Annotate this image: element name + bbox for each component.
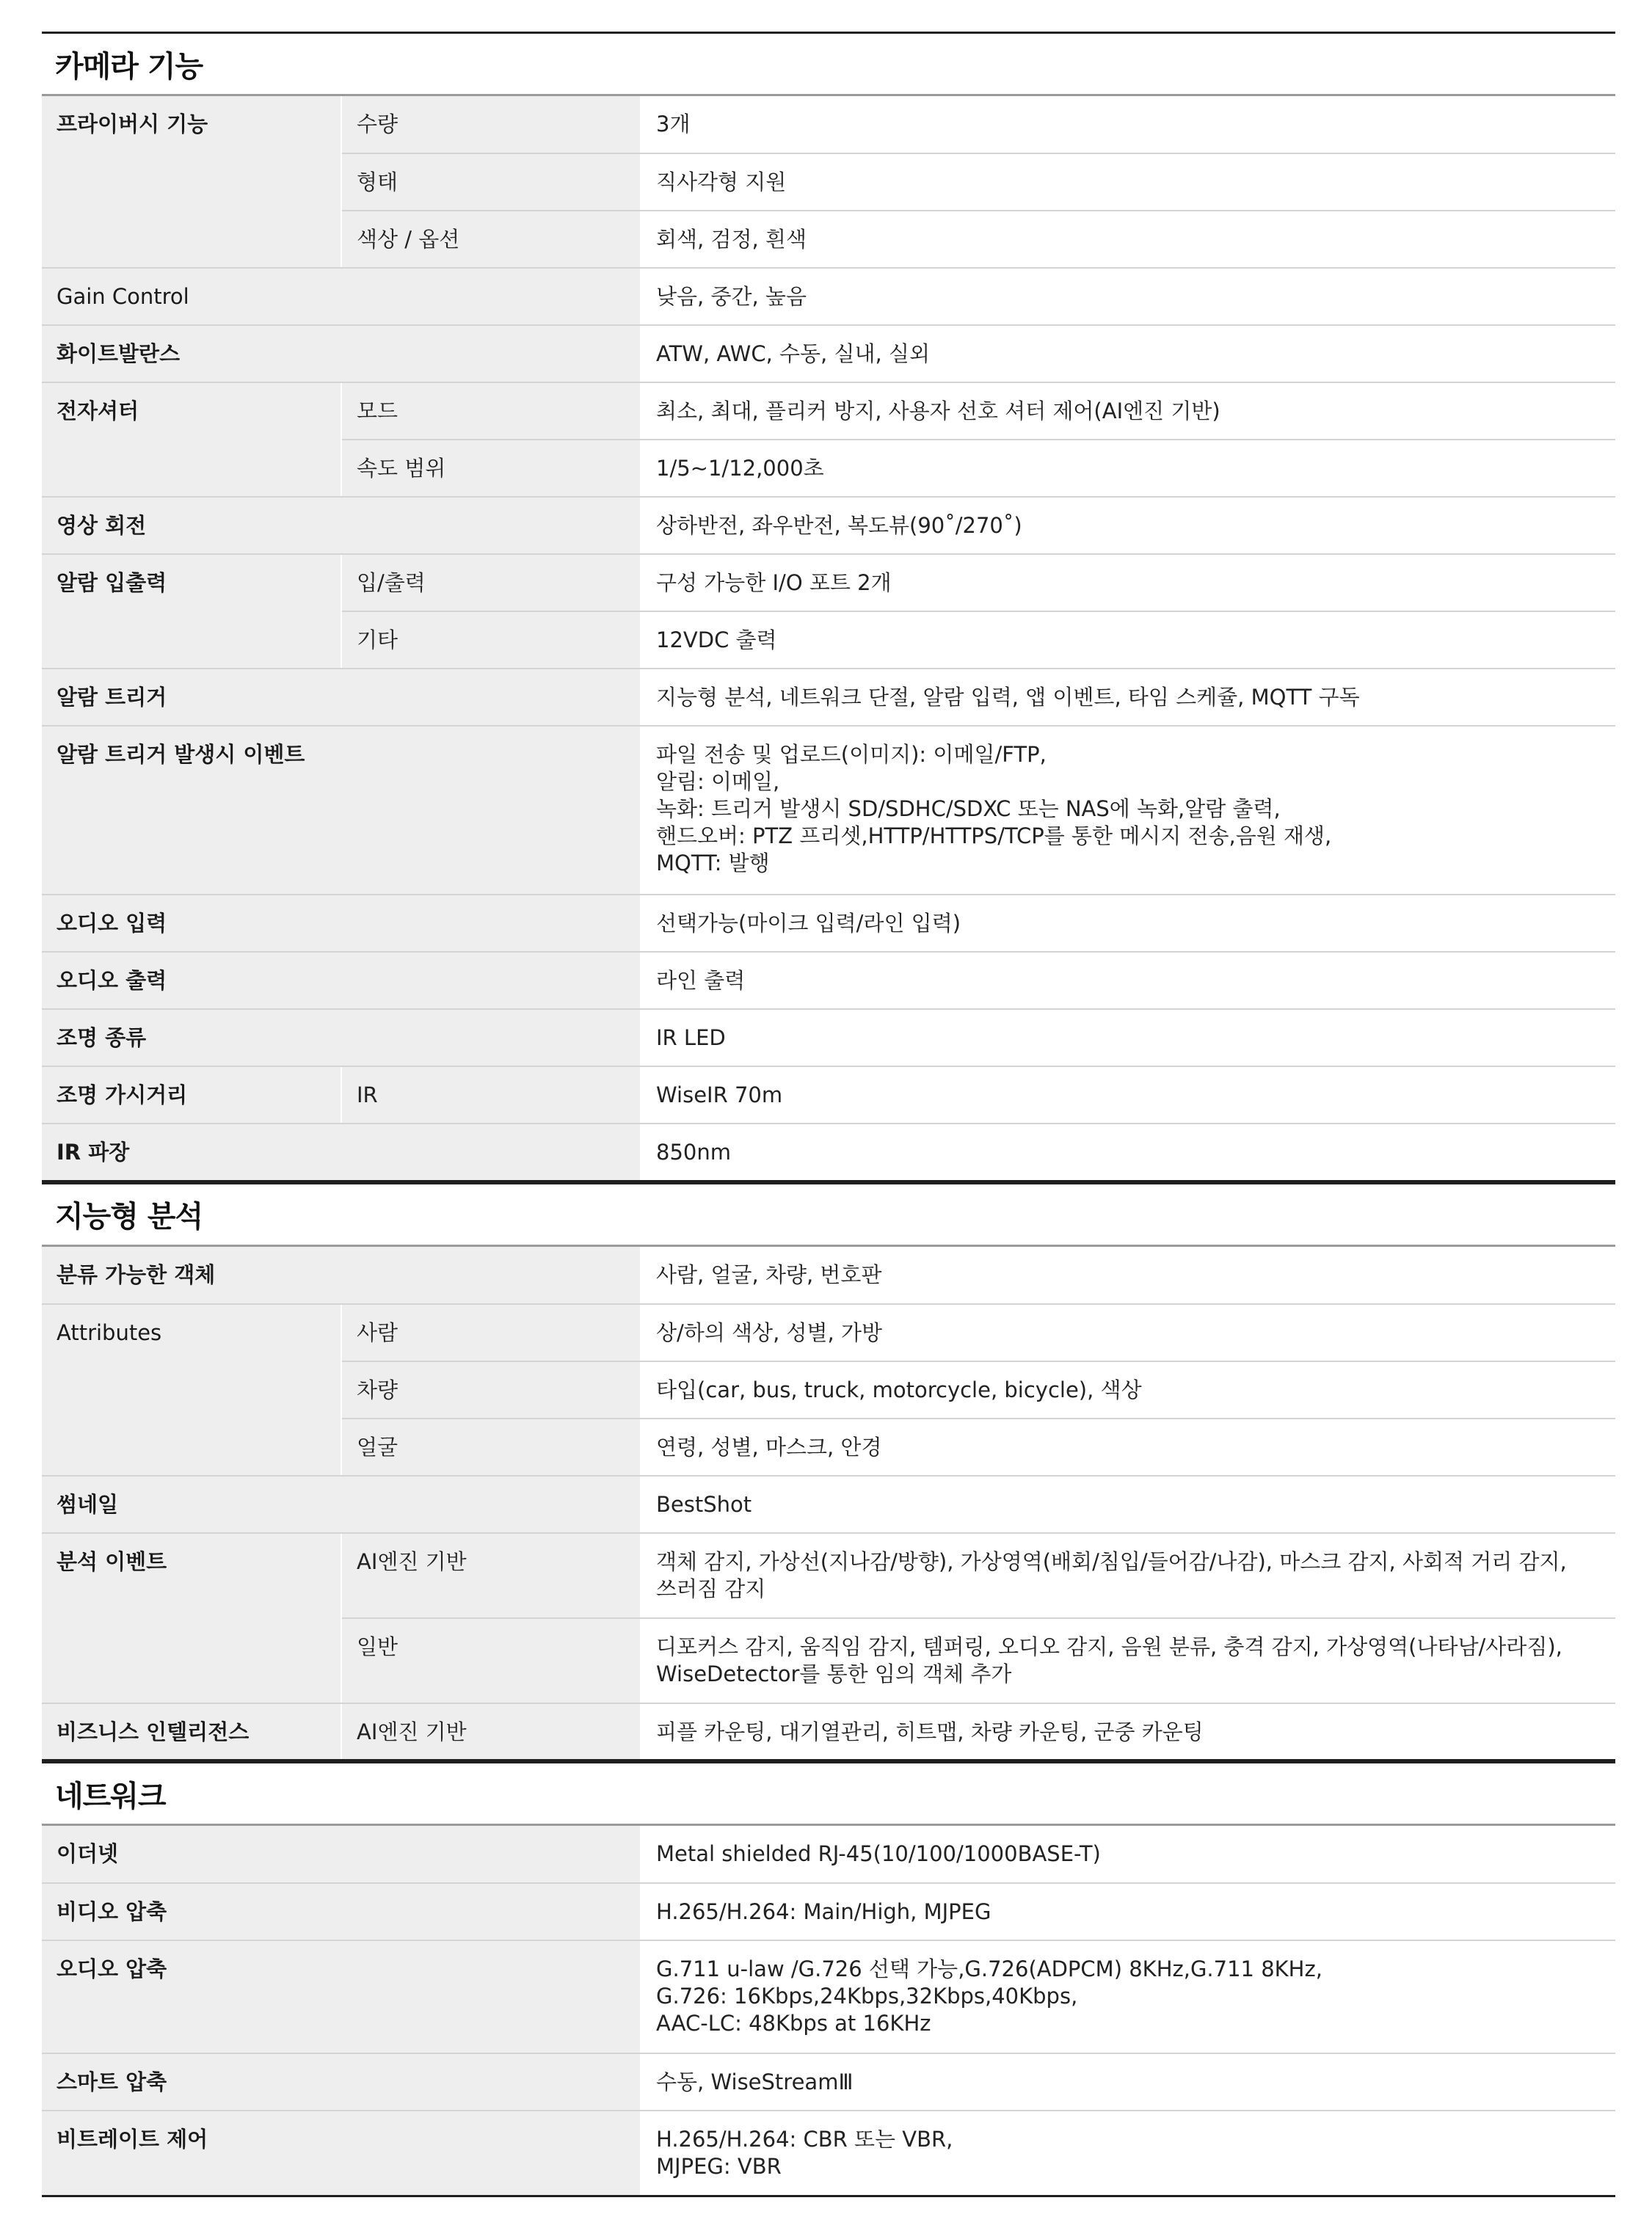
- row-value: 선택가능(마이크 입력/라인 입력): [641, 895, 1615, 952]
- table-row: [42, 1066, 1615, 1124]
- row-sublabel: 사람: [341, 1304, 641, 1361]
- row-value: BestShot: [641, 1476, 1615, 1533]
- row-label: 영상 회전: [42, 497, 641, 554]
- row-label: Attributes: [42, 1304, 341, 1476]
- table-row: [42, 1703, 1615, 1761]
- row-value: 사람, 얼굴, 차량, 번호판: [641, 1247, 1615, 1304]
- table-row: [42, 554, 1615, 611]
- table-row: [42, 726, 1615, 895]
- table-row: [42, 1476, 1615, 1533]
- row-label: 비즈니스 인텔리전스: [42, 1703, 341, 1761]
- row-sublabel: 모드: [341, 382, 641, 440]
- section-title-camera: 카메라 기능: [42, 32, 1615, 96]
- table-row: [42, 382, 1615, 440]
- row-label: 비트레이트 제어: [42, 2111, 641, 2196]
- row-label: 프라이버시 기능: [42, 96, 341, 268]
- row-value: H.265/H.264: CBR 또는 VBR, MJPEG: VBR: [641, 2111, 1615, 2196]
- row-sublabel: IR: [341, 1066, 641, 1124]
- row-value: 상/하의 색상, 성별, 가방: [641, 1304, 1615, 1361]
- row-value: 1/5~1/12,000초: [641, 440, 1615, 497]
- table-row: [42, 1304, 1615, 1361]
- row-value: 최소, 최대, 플리커 방지, 사용자 선호 셔터 제어(AI엔진 기반): [641, 382, 1615, 440]
- table-row: [42, 2111, 1615, 2196]
- row-sublabel: 속도 범위: [341, 440, 641, 497]
- row-label: 알람 트리거 발생시 이벤트: [42, 726, 641, 895]
- table-row: [42, 952, 1615, 1009]
- row-value: 연령, 성별, 마스크, 안경: [641, 1419, 1615, 1476]
- row-label: 분석 이벤트: [42, 1533, 341, 1703]
- table-row: [42, 325, 1615, 382]
- row-label: 알람 입출력: [42, 554, 341, 669]
- table-row: [42, 2053, 1615, 2111]
- row-value: 타입(car, bus, truck, motorcycle, bicycle), 색상: [641, 1361, 1615, 1419]
- row-label: 썸네일: [42, 1476, 641, 1533]
- table-row: [42, 1247, 1615, 1304]
- row-label: IR 파장: [42, 1124, 641, 1181]
- row-value: 회색, 검정, 흰색: [641, 211, 1615, 268]
- row-label: 스마트 압축: [42, 2053, 641, 2111]
- row-sublabel: 기타: [341, 611, 641, 669]
- table-row: [42, 1826, 1615, 1883]
- row-value: 수동, WiseStreamⅢ: [641, 2053, 1615, 2111]
- row-label: 조명 가시거리: [42, 1066, 341, 1124]
- table-row: [42, 497, 1615, 554]
- row-sublabel: AI엔진 기반: [341, 1703, 641, 1761]
- row-value: 직사각형 지원: [641, 153, 1615, 211]
- row-value: H.265/H.264: Main/High, MJPEG: [641, 1883, 1615, 1940]
- table-row: [42, 1533, 1615, 1618]
- row-sublabel: 형태: [341, 153, 641, 211]
- spec-sheet: [42, 32, 1615, 2197]
- table-row: [42, 1883, 1615, 1940]
- row-value: 파일 전송 및 업로드(이미지): 이메일/FTP, 알림: 이메일, 녹화: 트리거 발생시 SD/SDHC/SDXC 또는 NAS에 녹화,알람 출력, 핸드오버: PTZ 프리셋,HTTP/HTTPS/TCP를 통한 메시지 전송,음원 재생, MQTT: 발행: [641, 726, 1615, 895]
- row-label: 이더넷: [42, 1826, 641, 1883]
- row-label: 조명 종류: [42, 1009, 641, 1066]
- row-value: 낮음, 중간, 높음: [641, 268, 1615, 325]
- table-row: [42, 1124, 1615, 1181]
- row-sublabel: 색상 / 옵션: [341, 211, 641, 268]
- row-value: Metal shielded RJ-45(10/100/1000BASE-T): [641, 1826, 1615, 1883]
- row-value: IR LED: [641, 1009, 1615, 1066]
- row-label: 전자셔터: [42, 382, 341, 497]
- table-row: [42, 669, 1615, 726]
- row-label: 비디오 압축: [42, 1883, 641, 1940]
- row-value: 상하반전, 좌우반전, 복도뷰(90˚/270˚): [641, 497, 1615, 554]
- row-label: 알람 트리거: [42, 669, 641, 726]
- section-title-analytics: 지능형 분석: [42, 1182, 1615, 1247]
- row-label: 오디오 압축: [42, 1940, 641, 2053]
- camera-spec-table: [42, 96, 1615, 1182]
- row-sublabel: 입/출력: [341, 554, 641, 611]
- table-row: [42, 1009, 1615, 1066]
- row-value: 구성 가능한 I/O 포트 2개: [641, 554, 1615, 611]
- row-sublabel: AI엔진 기반: [341, 1533, 641, 1618]
- table-row: [42, 268, 1615, 325]
- row-value: 객체 감지, 가상선(지나감/방향), 가상영역(배회/침입/들어감/나감), 마스크 감지, 사회적 거리 감지, 쓰러짐 감지: [641, 1533, 1615, 1618]
- row-value: 3개: [641, 96, 1615, 153]
- table-row: [42, 895, 1615, 952]
- row-sublabel: 수량: [341, 96, 641, 153]
- row-value: 디포커스 감지, 움직임 감지, 템퍼링, 오디오 감지, 음원 분류, 충격 감지, 가상영역(나타남/사라짐), WiseDetector를 통한 임의 객체 추가: [641, 1618, 1615, 1703]
- table-row: [42, 1940, 1615, 2053]
- row-value: ATW, AWC, 수동, 실내, 실외: [641, 325, 1615, 382]
- row-value: WiseIR 70m: [641, 1066, 1615, 1124]
- row-value: 피플 카운팅, 대기열관리, 히트맵, 차량 카운팅, 군중 카운팅: [641, 1703, 1615, 1761]
- row-value: 12VDC 출력: [641, 611, 1615, 669]
- row-value: 850nm: [641, 1124, 1615, 1181]
- row-sublabel: 일반: [341, 1618, 641, 1703]
- analytics-spec-table: [42, 1247, 1615, 1762]
- row-value: G.711 u-law /G.726 선택 가능,G.726(ADPCM) 8KHz,G.711 8KHz, G.726: 16Kbps,24Kbps,32Kbps,40Kbps, AAC-LC: 48Kbps at 16KHz: [641, 1940, 1615, 2053]
- row-label: 분류 가능한 객체: [42, 1247, 641, 1304]
- row-sublabel: 차량: [341, 1361, 641, 1419]
- row-sublabel: 얼굴: [341, 1419, 641, 1476]
- network-spec-table: [42, 1826, 1615, 2197]
- row-label: Gain Control: [42, 268, 641, 325]
- section-title-network: 네트워크: [42, 1761, 1615, 1826]
- row-value: 지능형 분석, 네트워크 단절, 알람 입력, 앱 이벤트, 타임 스케쥴, MQTT 구독: [641, 669, 1615, 726]
- row-value: 라인 출력: [641, 952, 1615, 1009]
- row-label: 화이트발란스: [42, 325, 641, 382]
- table-row: [42, 96, 1615, 153]
- row-label: 오디오 입력: [42, 895, 641, 952]
- row-label: 오디오 출력: [42, 952, 641, 1009]
